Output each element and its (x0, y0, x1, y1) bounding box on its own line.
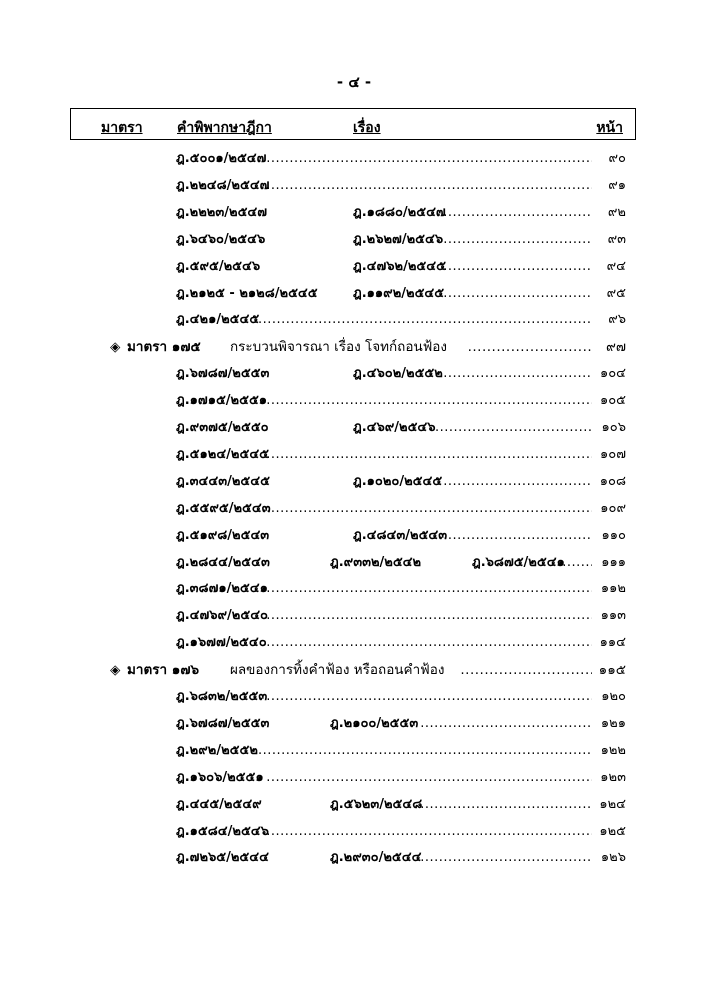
case-number: ฎ.๔๗๖๙/๒๕๔๐ (176, 608, 268, 624)
page-ref: ๑๑๑ (601, 554, 626, 570)
case-number: ฎ.๓๔๔๓/๒๕๔๕ (176, 473, 270, 489)
leader-dots (266, 444, 592, 466)
page-ref: ๑๑๔ (599, 635, 626, 651)
case-number: ฎ.๒๖๒๗/๒๕๔๖ (353, 231, 444, 247)
page-ref: ๙๔ (606, 258, 626, 274)
leader-dots (266, 632, 592, 654)
table-header (70, 108, 636, 140)
leader-dots (460, 659, 592, 681)
page-ref: ๙๕ (606, 285, 626, 301)
case-number: ฎ.๑๗๑๕/๒๕๕๑ (176, 393, 268, 409)
case-number: ฎ.๑๖๐๖/๒๕๕๑ (176, 769, 264, 785)
header-case: คำพิพากษาฎีกา (177, 120, 272, 136)
index-row (0, 498, 708, 520)
case-number: ฎ.๑๖๗๗/๒๕๔๐ (176, 635, 267, 651)
index-row (0, 552, 708, 574)
page-ref: ๑๑๐ (601, 527, 626, 543)
case-number: ฎ.๔๔๕/๒๕๔๙ (176, 796, 262, 812)
index-row (0, 256, 708, 278)
index-row (0, 471, 708, 493)
index-row (0, 847, 708, 869)
index-row (0, 444, 708, 466)
index-row (0, 175, 708, 197)
index-row (0, 283, 708, 305)
index-row (0, 578, 708, 600)
page-ref: ๙๐ (608, 151, 626, 166)
index-row (0, 605, 708, 627)
leader-dots (443, 283, 592, 305)
case-number: ฎ.๒๒๒๓/๒๕๔๗ (176, 204, 268, 220)
page-ref: ๙๑ (608, 177, 626, 193)
section-row (0, 336, 708, 358)
page-ref: ๙๖ (608, 312, 626, 328)
leader-dots (266, 821, 592, 843)
case-number: ฎ.๖๘๓๒/๒๕๕๓ (176, 689, 268, 704)
leader-dots (443, 363, 592, 385)
index-row (0, 148, 708, 170)
index-row (0, 686, 708, 708)
index-row (0, 767, 708, 789)
page-ref: ๙๒ (607, 204, 626, 220)
case-number: ฎ.๕๕๙๕/๒๕๔๓ (176, 500, 271, 516)
page-ref: ๑๒๔ (599, 796, 626, 812)
leader-dots (443, 471, 592, 493)
index-row (0, 821, 708, 843)
case-number: ฎ.๔๖๙/๒๕๔๖ (353, 420, 436, 435)
leader-dots (420, 794, 592, 816)
case-number: ฎ.๖๔๖๐/๒๕๔๖ (176, 231, 266, 247)
section-title: กระบวนพิจารณา เรื่อง โจทก์ถอนฟ้อง (230, 339, 447, 356)
header-subject: เรื่อง (353, 120, 381, 136)
case-number: ฎ.๓๘๗๑/๒๕๔๑ (176, 581, 268, 597)
page-ref: ๑๑๓ (600, 608, 626, 624)
case-number: ฎ.๕๑๒๔/๒๕๔๕ (176, 446, 269, 462)
case-number: ฎ.๖๗๘๗/๒๕๕๓ (176, 715, 270, 731)
index-row (0, 525, 708, 547)
page-ref: ๙๗ (605, 339, 626, 356)
leader-dots (435, 417, 592, 439)
case-number: ฎ.๔๖๐๒/๒๕๕๒ (353, 366, 443, 382)
case-number: ฎ.๔๗๖๒/๒๕๔๕ (353, 258, 446, 274)
case-number: ฎ.๗๒๖๕/๒๕๔๔ (176, 850, 269, 866)
page-ref: ๑๒๓ (600, 769, 626, 785)
case-number: ฎ.๒๘๔๔/๒๕๔๓ (176, 554, 270, 570)
page-number: - ๔ - (336, 73, 372, 91)
case-number: ฎ.๑๑๙๒/๒๕๔๕ (353, 285, 445, 301)
leader-dots (266, 390, 592, 412)
page-ref: ๑๐๙ (600, 500, 626, 516)
leader-dots (266, 767, 592, 789)
case-number: ฎ.๕๑๙๘/๒๕๔๓ (176, 527, 270, 543)
index-row (0, 417, 708, 439)
diamond-bullet-icon: ◈ (110, 339, 121, 356)
case-number: ฎ.๑๘๘๐/๒๕๔๗ (353, 204, 446, 220)
case-number: ฎ.๒๒๔๘/๒๕๔๗ (176, 177, 270, 193)
page-ref: ๑๒๑ (600, 715, 626, 731)
leader-dots (443, 229, 592, 251)
page-ref: ๑๒๒ (600, 742, 626, 758)
case-number: ฎ.๑๕๘๔/๒๕๔๖ (176, 823, 269, 839)
page-ref: ๑๐๖ (601, 420, 626, 435)
section-label: มาตรา ๑๗๖ (127, 662, 200, 679)
leader-dots (266, 175, 592, 197)
case-number: ฎ.๖๘๗๕/๒๕๔๑ (472, 554, 565, 570)
leader-dots (266, 578, 592, 600)
index-row (0, 229, 708, 251)
leader-dots (266, 686, 592, 708)
case-number: ฎ.๙๓๗๕/๒๕๕๐ (176, 420, 269, 435)
leader-dots (468, 336, 592, 358)
case-number: ฎ.๔๘๔๓/๒๕๔๓ (353, 527, 448, 543)
header-page: หน้า (596, 120, 623, 136)
section-label: มาตรา ๑๗๕ (127, 339, 201, 356)
page-ref: ๑๒๕ (599, 823, 626, 839)
index-row (0, 794, 708, 816)
header-section: มาตรา (101, 120, 143, 136)
case-number: ฎ.๕๖๒๓/๒๕๔๘ (330, 796, 423, 812)
page-ref: ๑๐๘ (599, 473, 626, 489)
case-number: ฎ.๒๙๒/๒๕๕๒ (176, 742, 258, 758)
page-ref: ๑๐๔ (599, 366, 626, 382)
index-row (0, 713, 708, 735)
section-title: ผลของการทิ้งคำฟ้อง หรือถอนคำฟ้อง (230, 662, 445, 679)
leader-dots (266, 605, 592, 627)
page-ref: ๙๓ (607, 231, 626, 247)
leader-dots (420, 847, 592, 869)
case-number: ฎ.๑๐๒๐/๒๕๔๕ (353, 473, 443, 489)
case-number: ฎ.๒๙๓๐/๒๕๔๔ (330, 850, 422, 866)
index-row (0, 740, 708, 762)
index-row (0, 202, 708, 224)
case-number: ฎ.๕๙๕/๒๕๔๖ (176, 258, 261, 274)
page-ref: ๑๐๗ (600, 446, 626, 462)
leader-dots (443, 525, 592, 547)
page-ref: ๑๐๕ (599, 393, 626, 409)
leader-dots (266, 148, 592, 170)
case-number: ฎ.๔๒๑/๒๕๔๕ (176, 312, 260, 328)
index-row (0, 309, 708, 331)
leader-dots (258, 740, 592, 762)
case-number: ฎ.๒๑๒๕ - ๒๑๒๘/๒๕๔๕ (176, 285, 318, 301)
page-ref: ๑๑๕ (598, 662, 626, 679)
case-number: ฎ.๖๗๘๗/๒๕๕๓ (176, 366, 270, 382)
page-ref: ๑๒๖ (600, 850, 626, 866)
leader-dots (443, 202, 592, 224)
case-number: ฎ.๙๓๓๒/๒๕๔๒ (330, 554, 422, 570)
index-row (0, 390, 708, 412)
page-ref: ๑๑๒ (600, 581, 626, 597)
leader-dots (258, 309, 592, 331)
diamond-bullet-icon: ◈ (110, 662, 121, 679)
case-number: ฎ.๕๐๐๑/๒๕๔๗ (176, 151, 267, 166)
page-ref: ๑๒๐ (601, 689, 626, 704)
index-row (0, 632, 708, 654)
leader-dots (443, 256, 592, 278)
section-row (0, 659, 708, 681)
index-row (0, 363, 708, 385)
leader-dots (420, 713, 592, 735)
case-number: ฎ.๒๑๐๐/๒๕๕๓ (330, 715, 419, 731)
leader-dots (266, 498, 592, 520)
leader-dots (562, 552, 592, 574)
